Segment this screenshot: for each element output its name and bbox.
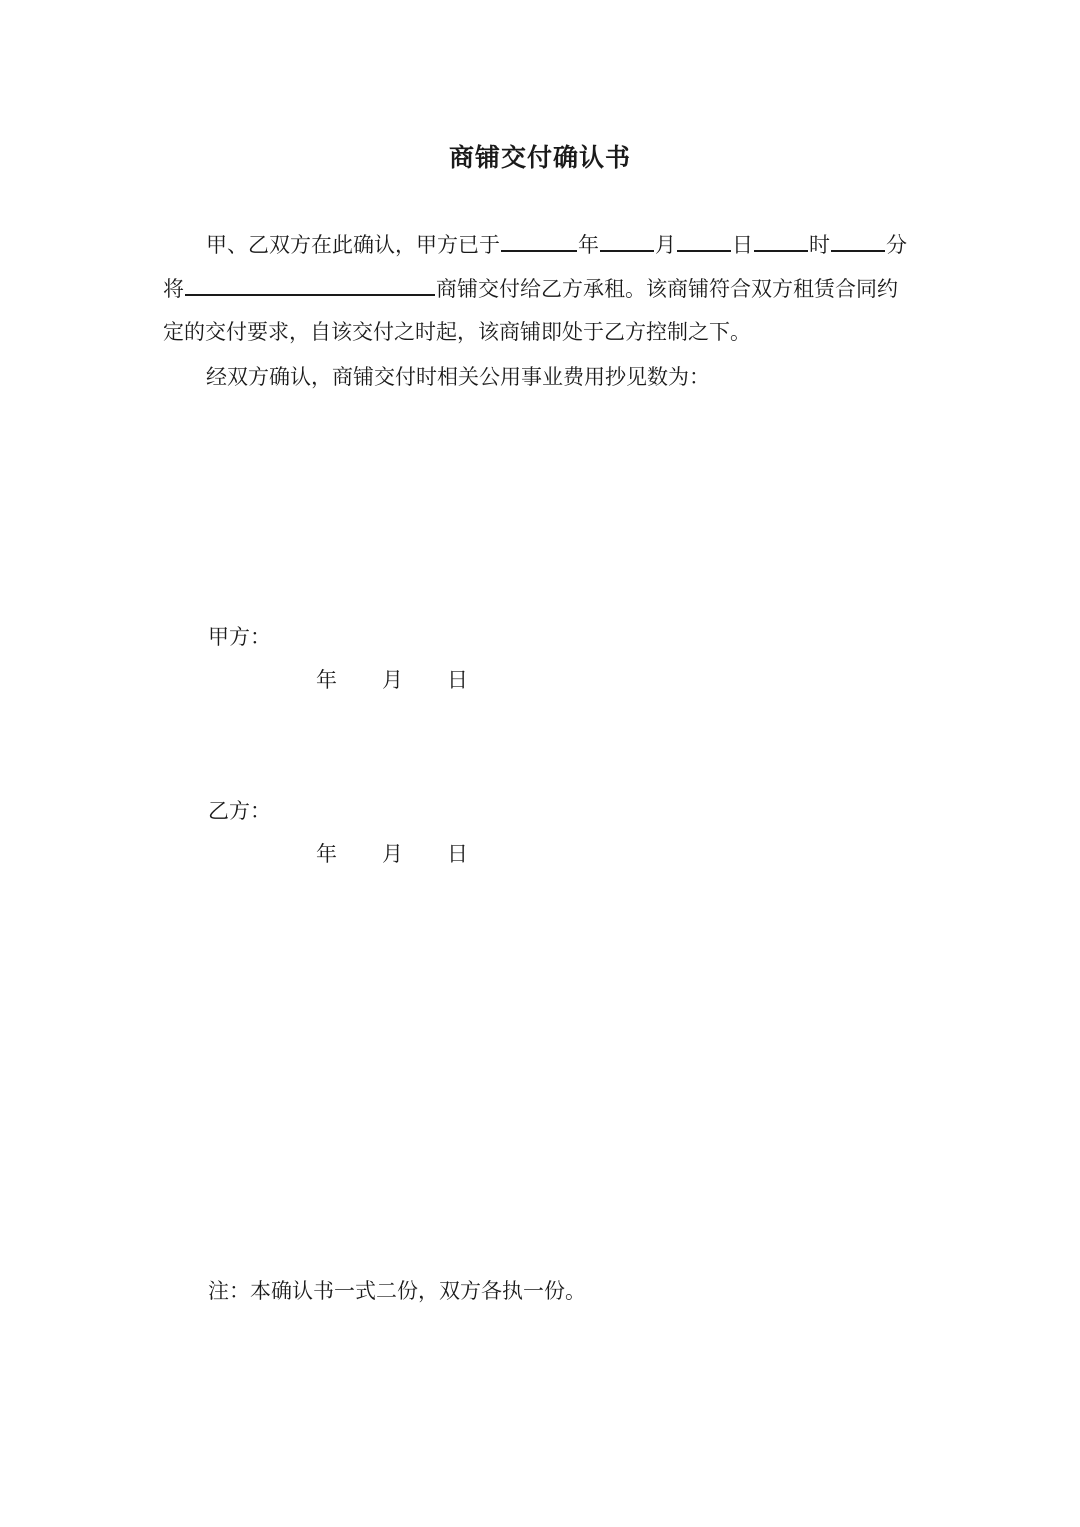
year-label: 年	[578, 233, 599, 257]
party-a-month: 月	[382, 668, 403, 692]
minute-blank	[831, 230, 885, 252]
party-b-month: 月	[382, 842, 403, 866]
hour-label: 时	[809, 233, 830, 257]
party-a-label: 甲方：	[208, 625, 271, 649]
document-title: 商铺交付确认书	[448, 143, 631, 172]
shop-blank	[185, 274, 435, 296]
confirmation-intro: 甲、乙双方在此确认，甲方已于	[206, 233, 500, 257]
footnote: 注：本确认书一式二份，双方各执一份。	[208, 1279, 586, 1303]
party-b-year: 年	[316, 842, 337, 866]
day-blank	[677, 230, 731, 252]
party-a-day: 日	[447, 668, 468, 692]
month-label: 月	[655, 233, 676, 257]
day-label: 日	[732, 233, 753, 257]
minute-label: 分	[886, 233, 907, 257]
month-blank	[600, 230, 654, 252]
party-a-year: 年	[316, 668, 337, 692]
year-blank	[501, 230, 577, 252]
utility-reading-line	[163, 362, 923, 392]
confirmation-line-2	[163, 274, 923, 304]
confirmation-line-1	[163, 230, 923, 260]
party-b-label: 乙方：	[208, 799, 271, 823]
party-b-day: 日	[447, 842, 468, 866]
shop-prefix: 将	[163, 277, 184, 301]
confirmation-line-3: 定的交付要求，自该交付之时起，该商铺即处于乙方控制之下。	[163, 320, 751, 344]
utility-reading-text: 经双方确认，商铺交付时相关公用事业费用抄见数为：	[206, 365, 710, 389]
hour-blank	[754, 230, 808, 252]
shop-suffix: 商铺交付给乙方承租。该商铺符合双方租赁合同约	[436, 277, 898, 301]
